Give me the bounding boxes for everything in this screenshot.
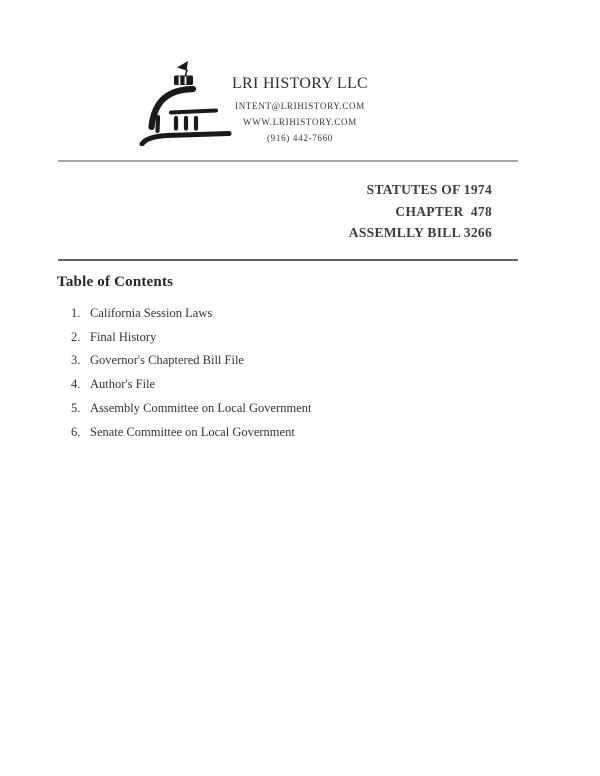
toc-item-label: Assembly Committee on Local Government <box>90 400 312 415</box>
bill-line: ASSEMLLY BILL 3266 <box>348 225 492 240</box>
section-divider <box>58 259 518 261</box>
toc-item <box>71 373 311 397</box>
case-header <box>349 179 492 244</box>
toc-title: Table of Contents <box>57 274 174 290</box>
flag-icon <box>177 61 188 71</box>
company-name: LRI HISTORY LLC <box>231 75 369 92</box>
statutes-line: STATUTES OF 1974 <box>366 182 492 197</box>
phone-text: (916) 442-7660 <box>266 133 334 143</box>
toc-item <box>71 421 311 445</box>
toc-item-label: Author's File <box>90 377 156 392</box>
toc-item-label: Governor's Chaptered Bill File <box>90 353 244 368</box>
toc-item-number: 6. <box>71 424 81 439</box>
toc-item-label: Senate Committee on Local Government <box>90 424 295 439</box>
toc-item-number: 1. <box>71 306 81 320</box>
toc-item-number: 2. <box>71 329 81 344</box>
toc-item-number: 4. <box>71 377 81 392</box>
header-divider <box>58 160 518 162</box>
toc-list <box>71 302 311 444</box>
toc-item <box>71 326 311 350</box>
letterhead <box>0 74 600 146</box>
website-text: WWW.LRIHISTORY.COM <box>243 117 357 127</box>
toc-item-label: California Session Laws <box>90 306 213 320</box>
toc-item <box>71 397 311 421</box>
toc-item-label: Final History <box>90 329 157 344</box>
toc-item-number: 3. <box>71 353 81 368</box>
toc-item-number: 5. <box>71 400 81 415</box>
contact-info <box>0 98 600 146</box>
email-text: INTENT@LRIHISTORY.COM <box>235 101 365 111</box>
toc-item <box>71 302 311 326</box>
chapter-line: CHAPTER 478 <box>395 203 492 219</box>
toc-item <box>71 349 311 373</box>
